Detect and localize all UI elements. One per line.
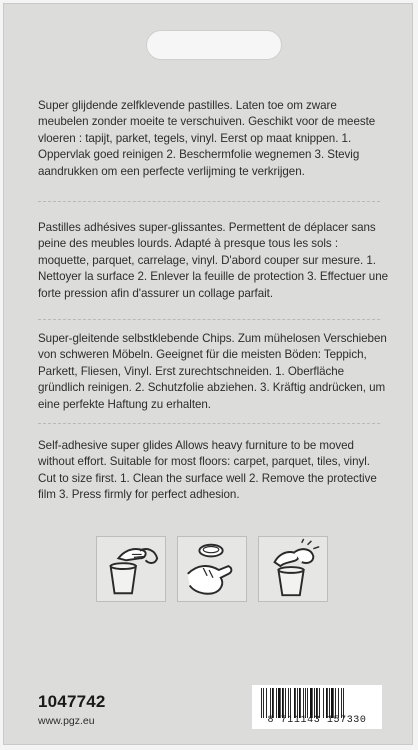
barcode-number: 8 711143 157330 <box>267 715 367 726</box>
divider <box>38 319 380 320</box>
instruction-pictograms <box>96 536 328 602</box>
packaging-card <box>3 3 413 745</box>
instructions-english: Self-adhesive super glides Allows heavy furniture to be moved without effort. Suitable for most floors: carpet, parquet, tiles, vinyl. Cut to size first. 1. Clean the surface well 2. Remove the protective film 3. Press firmly for perfect adhesion. <box>38 439 377 502</box>
instructions-dutch: Super glijdende zelfklevende pastilles. Laten toe om zware meubelen zonder moeite te verschuiven. Geschikt voor de meeste vloeren : tapijt, parket, tegels, vinyl. Eerst op maat knippen. 1. Oppervlak goed reinigen 2. Beschermfolie wegnemen 3. Stevig aandrukken om een perfecte verlijming te verkrijgen. <box>38 99 376 178</box>
instructions-german: Super-gleitende selbstklebende Chips. Zum mühelosen Verschieben von schweren Möbeln. Geeignet für die meisten Böden: Teppich, Parkett, Fliesen, Vinyl. Erst zurechtschneiden. 1. Oberfläche gründlich reinigen. 2. Schutzfolie abziehen. 3. Kräftig andrücken, um eine perfekte Haftung zu erhalten. <box>38 332 387 411</box>
hang-hole <box>146 30 282 60</box>
press-firmly-icon <box>258 536 328 602</box>
divider <box>38 423 380 424</box>
barcode <box>252 685 382 729</box>
instructions-french: Pastilles adhésives super-glissantes. Permettent de déplacer sans peine des meubles lourds. Adapté à presque tous les sols : moquette, parquet, carrelage, vinyl. D'abord couper sur mesure. 1. Nettoyer la surface 2. Enlever la feuille de protection 3. Effectuer une forte pression afin d'assurer un collage parfait. <box>38 221 388 300</box>
website-link: www.pgz.eu <box>38 715 95 727</box>
clean-surface-icon <box>96 536 166 602</box>
barcode-bars <box>259 688 375 718</box>
divider <box>38 201 380 202</box>
article-number: 1047742 <box>38 692 106 711</box>
remove-film-icon <box>177 536 247 602</box>
